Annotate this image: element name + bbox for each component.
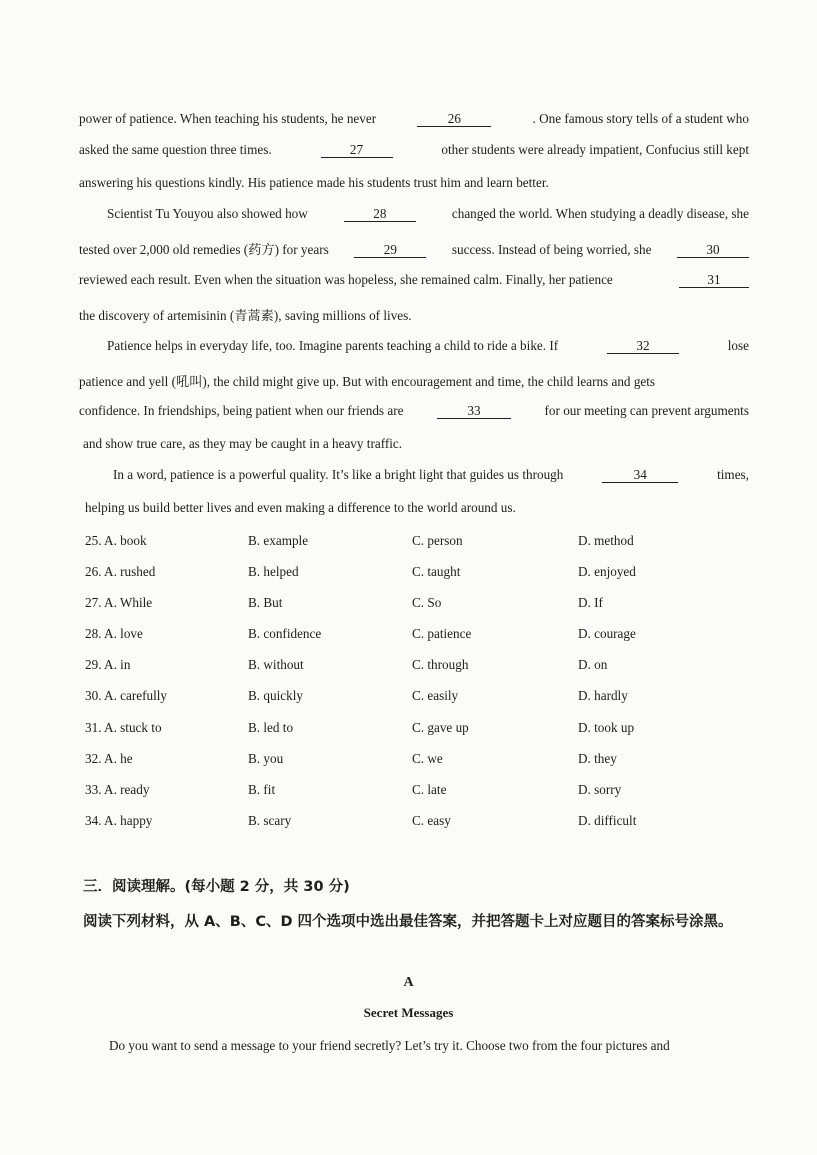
section-instruction: 阅读下列材料，从 A、B、C、D 四个选项中选出最佳答案，并把答题卡上对应题目的答案标号涂黑。 [83, 914, 733, 930]
option-d: D. took up [578, 719, 635, 735]
option-b: B. led to [248, 719, 294, 735]
passage-intro: Do you want to send a message to your friend secretly? Let’s try it. Choose two from the four pictures and [109, 1038, 670, 1053]
option-c: C. taught [412, 564, 461, 580]
blank-29: 29 [354, 243, 426, 258]
option-b: B. you [248, 750, 284, 766]
option-d: D. courage [578, 626, 636, 642]
passage-line: asked the same question three times. 27 other students were already impatient, Confucius still kept [79, 142, 749, 157]
passage-line: Patience helps in everyday life, too. Imagine parents teaching a child to ride a bike. If 32 lose [107, 338, 749, 353]
passage-line: answering his questions kindly. His patience made his students trust him and learn better. [79, 175, 549, 190]
passage-line: helping us build better lives and even making a difference to the world around us. [85, 500, 516, 515]
option-c: C. we [412, 750, 443, 766]
passage-line: reviewed each result. Even when the situation was hopeless, she remained calm. Finally, her patience 31 [79, 272, 749, 288]
blank-26: 26 [417, 112, 491, 127]
option-a: 33. A. ready [85, 781, 150, 797]
blank-33: 33 [437, 404, 511, 419]
blank-32: 32 [607, 339, 679, 354]
option-b: B. helped [248, 564, 299, 580]
option-b: B. fit [248, 781, 276, 797]
option-a: 27. A. While [85, 595, 153, 611]
passage-line: In a word, patience is a powerful quality. It’s like a bright light that guides us through 34 times, [113, 467, 749, 482]
passage-line: confidence. In friendships, being patient when our friends are 33 for our meeting can prevent arguments [79, 403, 749, 418]
option-b: B. example [248, 533, 309, 548]
option-c: C. So [412, 595, 442, 611]
part-label: A [403, 975, 414, 990]
option-a: 26. A. rushed [85, 564, 156, 580]
option-c: C. person [412, 533, 463, 548]
blank-31: 31 [679, 273, 749, 288]
passage-title: Secret Messages [363, 1005, 454, 1020]
option-d: D. enjoyed [578, 564, 636, 580]
option-b: B. quickly [248, 688, 303, 704]
passage-line: Scientist Tu Youyou also showed how 28 changed the world. When studying a deadly disease, she [107, 206, 749, 221]
option-d: D. method [578, 533, 634, 548]
section-title: 三．阅读理解。(每小题 2 分，共 30 分) [83, 879, 350, 895]
blank-34: 34 [602, 468, 678, 483]
option-b: B. confidence [248, 626, 322, 642]
option-c: C. late [412, 781, 447, 797]
option-d: D. sorry [578, 781, 622, 797]
blank-27: 27 [321, 143, 393, 158]
passage-line: tested over 2,000 old remedies (药方) for years 29 success. Instead of being worried, she 30 [79, 239, 749, 258]
blank-30: 30 [677, 243, 749, 258]
option-b: B. without [248, 657, 304, 673]
option-a: 28. A. love [85, 626, 143, 642]
option-c: C. patience [412, 626, 472, 642]
option-d: D. they [578, 750, 617, 766]
option-c: C. easily [412, 688, 459, 704]
option-b: B. But [248, 595, 283, 611]
option-d: D. on [578, 657, 608, 673]
option-b: B. scary [248, 812, 292, 828]
option-c: C. gave up [412, 719, 469, 735]
passage-line: the discovery of artemisinin (青蒿素), saving millions of lives. [79, 308, 412, 323]
option-a: 34. A. happy [85, 812, 153, 828]
option-a: 30. A. carefully [85, 688, 168, 704]
option-c: C. easy [412, 812, 451, 828]
option-a: 29. A. in [85, 657, 131, 673]
option-d: D. If [578, 595, 603, 611]
passage-line: patience and yell (吼叫), the child might give up. But with encouragement and time, the child learns and gets [79, 374, 656, 389]
blank-28: 28 [344, 207, 416, 222]
passage-line: power of patience. When teaching his students, he never 26 . One famous story tells of a student who [79, 111, 749, 126]
option-d: D. hardly [578, 688, 628, 704]
option-a: 31. A. stuck to [85, 719, 162, 735]
passage-line: and show true care, as they may be caught in a heavy traffic. [83, 436, 403, 451]
option-a: 32. A. he [85, 750, 133, 766]
option-a: 25. A. book [85, 533, 147, 548]
option-c: C. through [412, 657, 469, 673]
option-d: D. difficult [578, 812, 637, 828]
